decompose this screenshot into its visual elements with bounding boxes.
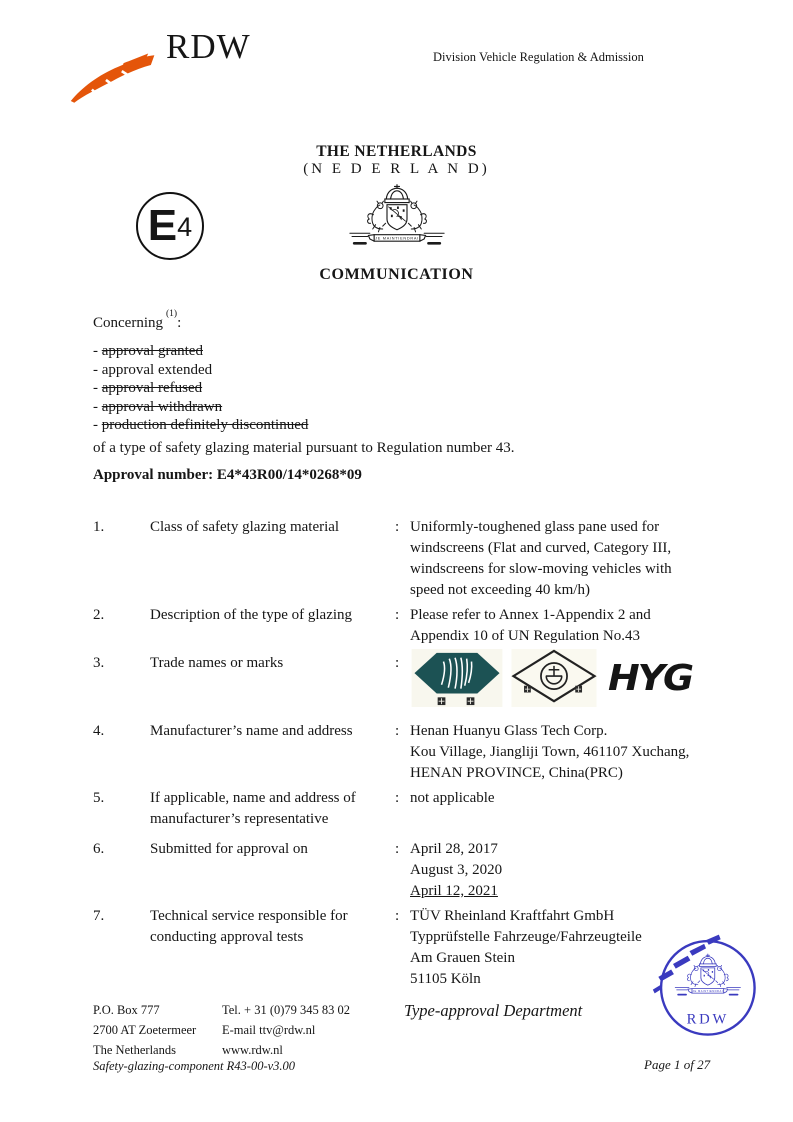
- e4-approval-mark: [136, 192, 204, 260]
- item-value: Henan Huanyu Glass Tech Corp. Kou Village, Jiangliji Town, 461107 Xuchang, HENAN PROVINCE, China(PRC): [410, 723, 690, 781]
- item-value: Uniformly-toughened glass pane used for windscreens (Flat and curved, Category III, windscreens for slow-moving vehicles with speed not exceeding 40 km/h): [410, 519, 672, 598]
- concerning-option: - approval granted: [93, 343, 203, 359]
- footer-address: P.O. Box 777 2700 AT Zoetermeer The Netherlands: [93, 1003, 197, 1057]
- item-colon: :: [395, 908, 400, 924]
- item-label: If applicable, name and address of manufacturer’s representative: [150, 790, 356, 827]
- page-number: Page 1 of 27: [644, 1057, 711, 1072]
- field-row-manufacturer: [93, 721, 715, 784]
- item-number: 4.: [93, 723, 105, 739]
- concerning-option: - approval extended: [93, 361, 213, 378]
- field-row-description: [93, 605, 715, 647]
- item-number: 1.: [93, 519, 105, 535]
- item-number: 6.: [93, 841, 105, 857]
- item-label: Class of safety glazing material: [150, 519, 340, 535]
- stamp-label: RDW: [686, 1011, 730, 1028]
- item-colon: :: [395, 841, 400, 857]
- e-mark-number: 4: [177, 212, 193, 242]
- approval-number: Approval number: E4*43R00/14*0268*09: [93, 467, 362, 483]
- footer-email: E-mail ttv@rdw.nl: [222, 1022, 316, 1037]
- rdw-stamp-icon: [651, 929, 761, 1043]
- item-value: Please refer to Annex 1-Appendix 2 and Appendix 10 of UN Regulation No.43: [410, 607, 651, 644]
- document-reference: Safety-glazing-component R43-00-v3.00: [93, 1059, 296, 1073]
- item-number: 5.: [93, 790, 105, 806]
- country-title: THE NETHERLANDS: [316, 143, 477, 160]
- item-label: Trade names or marks: [150, 655, 284, 671]
- communication-heading: COMMUNICATION: [319, 266, 474, 283]
- item-label: Manufacturer’s name and address: [150, 723, 353, 739]
- footer-phone: Tel. + 31 (0)79 345 83 02: [222, 1003, 351, 1017]
- e-mark-letter: E: [147, 201, 178, 250]
- svg-text:HYG: HYG: [608, 658, 693, 699]
- division-title: Division Vehicle Regulation & Admission: [433, 50, 644, 64]
- field-row-representative: [93, 788, 715, 830]
- item-number: 7.: [93, 908, 105, 924]
- field-row-trade-names: [93, 653, 715, 707]
- item-value: [410, 653, 715, 707]
- footnote-ref: (1): [165, 309, 178, 319]
- footer-website: www.rdw.nl: [222, 1042, 283, 1057]
- item-label: Submitted for approval on: [150, 841, 308, 857]
- field-row-technical-service: [93, 906, 715, 990]
- item-colon: :: [395, 519, 400, 535]
- concerning-option: - approval withdrawn: [93, 398, 223, 415]
- item-number: 3.: [93, 655, 105, 671]
- trade-mark-logos: [410, 649, 715, 707]
- concerning-option: - approval refused: [93, 380, 203, 397]
- country-native-title: (N E D E R L A N D): [303, 161, 490, 177]
- item-colon: :: [395, 655, 400, 671]
- huanyu-diamond-logo-icon: [510, 649, 598, 707]
- footer-contact: [222, 1001, 350, 1060]
- item-value: April 28, 2017 August 3, 2020 April 12, 2021: [410, 841, 503, 899]
- huanyu-hexagon-logo-icon: [410, 649, 504, 707]
- item-value: TÜV Rheinland Kraftfahrt GmbH Typprüfstelle Fahrzeuge/Fahrzeugteile Am Grauen Stein 51105 Köln: [410, 908, 642, 987]
- item-value: not applicable: [410, 790, 495, 806]
- concerning-subject: of a type of safety glazing material pursuant to Regulation number 43.: [93, 439, 515, 456]
- item-label: Description of the type of glazing: [150, 607, 353, 623]
- department-title: Type-approval Department: [404, 1001, 583, 1020]
- item-label: Technical service responsible for conducting approval tests: [150, 908, 348, 945]
- hyg-logo-icon: [604, 657, 696, 699]
- field-row-submitted: [93, 839, 715, 902]
- rdw-feather-icon: [69, 47, 157, 104]
- dutch-coat-of-arms-icon: [347, 183, 447, 255]
- field-row-class: [93, 517, 715, 601]
- concerning-label: Concerning$^{(1)}$:: [93, 309, 182, 331]
- concerning-section: [93, 309, 593, 457]
- rdw-logo-text: RDW: [166, 27, 251, 66]
- item-colon: :: [395, 607, 400, 623]
- item-colon: :: [395, 790, 400, 806]
- item-colon: :: [395, 723, 400, 739]
- concerning-option: - production definitely discontinued: [93, 417, 309, 434]
- item-number: 2.: [93, 607, 105, 623]
